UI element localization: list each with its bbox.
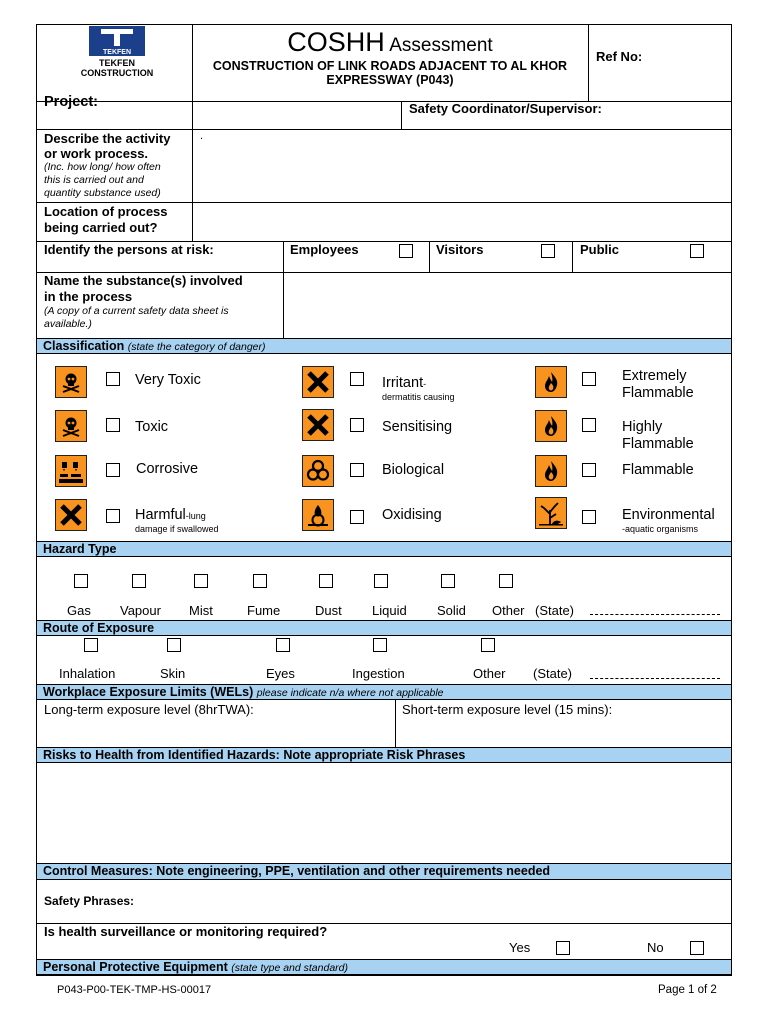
route-state-field[interactable] (590, 678, 720, 679)
fume-label: Fume (247, 603, 281, 618)
divider (192, 129, 193, 241)
public-label: Public (580, 242, 620, 257)
document-code: P043-P00-TEK-TMP-HS-00017 (57, 984, 212, 996)
svg-text:TEKFEN: TEKFEN (103, 49, 131, 56)
company-name: TEKFEN CONSTRUCTION (80, 58, 154, 78)
risks-header: Risks to Health from Identified Hazards: Note appropriate Risk Phrases (37, 747, 731, 763)
gas-label: Gas (67, 603, 91, 618)
no-checkbox[interactable] (690, 941, 704, 955)
sensitising-label: Sensitising (382, 419, 453, 435)
oxidising-icon (302, 499, 334, 531)
flame-icon (535, 455, 567, 487)
long-term-label: Long-term exposure level (8hrTWA): (44, 702, 254, 717)
vapour-checkbox[interactable] (132, 574, 146, 588)
public-checkbox[interactable] (690, 244, 704, 258)
classification-header: Classification (state the category of danger) (37, 338, 731, 354)
dust-label: Dust (315, 603, 342, 618)
tekfen-logo-icon (62, 26, 172, 58)
divider (36, 202, 732, 203)
solid-checkbox[interactable] (441, 574, 455, 588)
surveillance-label: Is health surveillance or monitoring required? (44, 924, 328, 939)
route-header: Route of Exposure (37, 620, 731, 636)
inhalation-checkbox[interactable] (84, 638, 98, 652)
oxidising-label: Oxidising (382, 507, 442, 523)
irritant-label: Irritant- (382, 375, 427, 391)
other-label: Other (492, 603, 525, 618)
route-state-label: (State) (533, 666, 573, 681)
extremely-flammable-label: Extremely Flammable (622, 368, 694, 401)
very-toxic-checkbox[interactable] (106, 372, 120, 386)
activity-label: Describe the activity or work process. (Inc. how long/ how often this is carried out and quantity substance used) (44, 131, 171, 199)
divider (429, 241, 430, 272)
extremely-flammable-checkbox[interactable] (582, 372, 596, 386)
company-logo (62, 26, 172, 78)
wel-header: Workplace Exposure Limits (WELs) please indicate n/a where not applicable (37, 684, 731, 700)
no-label: No (647, 940, 664, 955)
state-label: (State) (535, 603, 575, 618)
biological-label: Biological (382, 462, 445, 478)
skull-icon (55, 410, 87, 442)
other-state-field[interactable] (590, 614, 720, 615)
environmental-label: Environmental (622, 507, 715, 523)
divider (401, 101, 402, 130)
highly-flammable-checkbox[interactable] (582, 418, 596, 432)
control-header: Control Measures: Note engineering, PPE, ventilation and other requirements needed (37, 863, 731, 880)
yes-checkbox[interactable] (556, 941, 570, 955)
solid-label: Solid (437, 603, 466, 618)
harmful-note: damage if swallowed (135, 524, 219, 534)
location-label: Location of process being carried out? (44, 204, 168, 235)
vapour-label: Vapour (120, 603, 161, 618)
liquid-label: Liquid (372, 603, 407, 618)
harmful-label: Harmful-lung (135, 507, 206, 523)
employees-label: Employees (290, 242, 359, 257)
risks-field[interactable] (37, 763, 731, 863)
x-cross-icon (55, 499, 87, 531)
coordinator-label: Safety Coordinator/Supervisor: (409, 101, 602, 116)
fume-checkbox[interactable] (253, 574, 267, 588)
project-title: CONSTRUCTION OF LINK ROADS ADJACENT TO AL KHOR EXPRESSWAY (P043) (212, 59, 568, 87)
safety-phrases-label: Safety Phrases: (44, 894, 135, 908)
page-number: Page 1 of 2 (658, 984, 717, 996)
inhalation-label: Inhalation (59, 666, 116, 681)
flammable-checkbox[interactable] (582, 463, 596, 477)
harmful-checkbox[interactable] (106, 509, 120, 523)
hazard-type-header: Hazard Type (37, 541, 731, 557)
visitors-checkbox[interactable] (541, 244, 555, 258)
very-toxic-label: Very Toxic (135, 372, 201, 388)
divider (283, 241, 284, 338)
dust-checkbox[interactable] (319, 574, 333, 588)
flammable-label: Flammable (622, 462, 694, 478)
eyes-label: Eyes (266, 666, 295, 681)
highly-flammable-label: Highly Flammable (622, 419, 694, 452)
divider (36, 101, 732, 102)
oxidising-checkbox[interactable] (350, 510, 364, 524)
x-cross-icon (302, 409, 334, 441)
environment-icon (535, 497, 567, 529)
activity-field[interactable]: . (200, 130, 204, 142)
biohazard-icon (302, 455, 334, 487)
corrosive-checkbox[interactable] (106, 463, 120, 477)
substance-label: Name the substance(s) involved in the process (A copy of a current safety data sheet is available.) (44, 273, 243, 330)
mist-label: Mist (189, 603, 213, 618)
ref-no-label: Ref No: (596, 49, 643, 64)
mist-checkbox[interactable] (194, 574, 208, 588)
skull-icon (55, 366, 87, 398)
ingestion-label: Ingestion (352, 666, 405, 681)
toxic-label: Toxic (135, 419, 169, 435)
environmental-note: -aquatic organisms (622, 524, 699, 534)
visitors-label: Visitors (436, 242, 484, 257)
divider (588, 24, 589, 102)
divider (572, 241, 573, 272)
persons-label: Identify the persons at risk: (44, 242, 214, 257)
ingestion-checkbox[interactable] (373, 638, 387, 652)
irritant-checkbox[interactable] (350, 372, 364, 386)
skin-checkbox[interactable] (167, 638, 181, 652)
employees-checkbox[interactable] (399, 244, 413, 258)
gas-checkbox[interactable] (74, 574, 88, 588)
biological-checkbox[interactable] (350, 463, 364, 477)
irritant-note: dermatitis causing (382, 392, 455, 402)
route-other-label: Other (473, 666, 506, 681)
other-checkbox[interactable] (499, 574, 513, 588)
corrosive-icon (55, 455, 87, 487)
corrosive-label: Corrosive (136, 461, 199, 477)
toxic-checkbox[interactable] (106, 418, 120, 432)
short-term-label: Short-term exposure level (15 mins): (402, 702, 613, 717)
divider (395, 700, 396, 748)
liquid-checkbox[interactable] (374, 574, 388, 588)
eyes-checkbox[interactable] (276, 638, 290, 652)
sensitising-checkbox[interactable] (350, 418, 364, 432)
skin-label: Skin (160, 666, 186, 681)
project-label: Project: (44, 94, 98, 110)
yes-label: Yes (509, 940, 531, 955)
route-other-checkbox[interactable] (481, 638, 495, 652)
divider (36, 129, 732, 130)
flame-icon (535, 366, 567, 398)
ppe-header: Personal Protective Equipment (state type and standard) (37, 959, 731, 975)
flame-icon (535, 410, 567, 442)
environmental-checkbox[interactable] (582, 510, 596, 524)
page-title: COSHH Assessment (287, 27, 493, 57)
x-cross-icon (302, 366, 334, 398)
